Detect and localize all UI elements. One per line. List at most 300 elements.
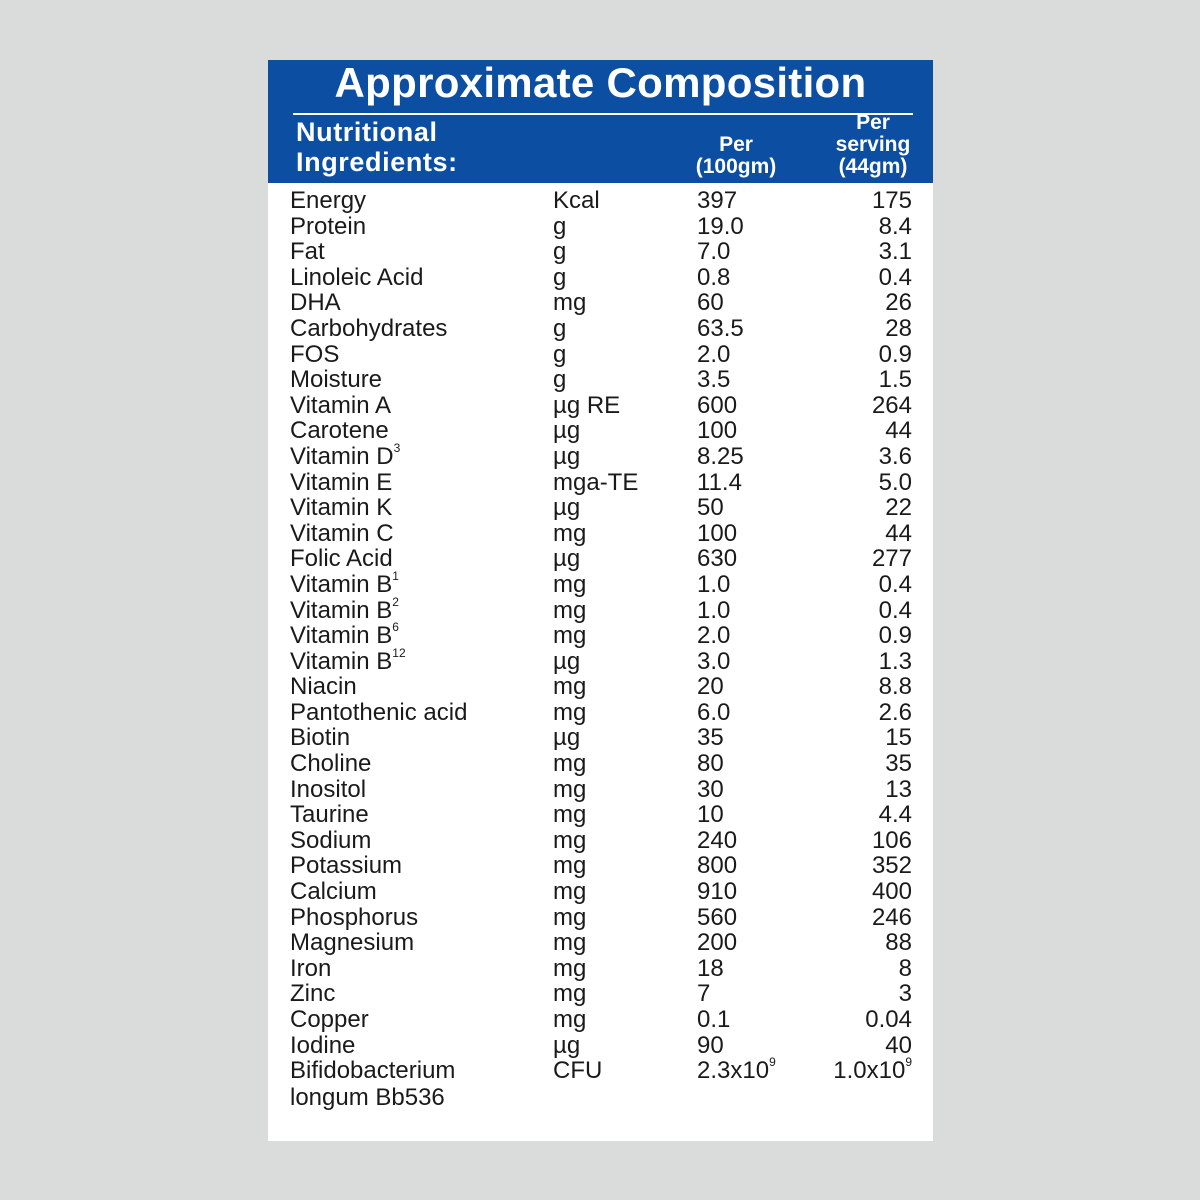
value-per-serving-text: 15 bbox=[885, 724, 912, 752]
nutrient-name bbox=[290, 594, 399, 624]
table-row bbox=[268, 290, 933, 316]
value-per-100g-text: 50 bbox=[697, 494, 724, 522]
value-per-100g-text: 11.4 bbox=[697, 468, 742, 496]
value-per-100g bbox=[697, 802, 724, 828]
value-per-100g-superscript: 9 bbox=[769, 1055, 776, 1070]
value-per-serving bbox=[885, 316, 912, 342]
nutrient-name bbox=[290, 342, 339, 368]
nutrient-name bbox=[290, 239, 325, 265]
ingredients-header-line1: Nutritional bbox=[296, 117, 438, 147]
value-per-100g-text: 10 bbox=[697, 801, 724, 829]
value-per-100g bbox=[697, 342, 730, 368]
column-header-per-100g bbox=[678, 134, 794, 178]
nutrient-unit-text: µg bbox=[553, 494, 581, 522]
table-row bbox=[268, 1007, 933, 1033]
per100-header-line1: Per bbox=[719, 133, 753, 156]
value-per-serving bbox=[879, 342, 912, 368]
nutrient-name-text: Moisture bbox=[290, 366, 383, 394]
nutrient-unit-text: g bbox=[553, 263, 567, 291]
value-per-100g bbox=[697, 930, 737, 956]
value-per-100g bbox=[697, 1055, 776, 1085]
value-per-serving-text: 5.0 bbox=[878, 468, 912, 496]
nutrient-unit-text: Kcal bbox=[553, 187, 600, 214]
value-per-serving bbox=[872, 393, 912, 419]
nutrient-unit-text: mg bbox=[553, 775, 587, 803]
nutrient-unit-text: µg bbox=[553, 647, 581, 675]
value-per-serving bbox=[885, 725, 912, 751]
nutrient-name-text: Linoleic Acid bbox=[290, 263, 424, 291]
value-per-100g-text: 2.0 bbox=[697, 340, 731, 368]
nutrient-unit bbox=[553, 444, 580, 470]
nutrient-unit bbox=[553, 316, 566, 342]
nutrient-unit-text: mg bbox=[553, 954, 587, 982]
value-per-serving bbox=[872, 879, 912, 905]
value-per-100g-text: 6.0 bbox=[697, 698, 731, 726]
nutrient-name bbox=[290, 1007, 369, 1033]
nutrient-unit bbox=[553, 521, 586, 547]
table-row bbox=[268, 1033, 933, 1059]
value-per-100g bbox=[697, 956, 724, 982]
value-per-100g-text: 90 bbox=[697, 1031, 724, 1059]
nutrient-unit-text: CFU bbox=[553, 1057, 603, 1085]
nutrient-name bbox=[290, 316, 447, 342]
value-per-serving-text: 26 bbox=[885, 289, 912, 317]
value-per-serving-text: 0.9 bbox=[878, 340, 912, 368]
value-per-100g-text: 200 bbox=[697, 929, 738, 957]
value-per-serving-text: 264 bbox=[871, 391, 912, 419]
value-per-100g bbox=[697, 1033, 724, 1059]
value-per-serving bbox=[872, 828, 912, 854]
nutrient-unit-text: mg bbox=[553, 852, 587, 880]
nutrient-unit-text: mg bbox=[553, 826, 587, 854]
value-per-serving bbox=[899, 956, 912, 982]
value-per-100g bbox=[697, 393, 737, 419]
nutrient-name bbox=[290, 214, 366, 240]
value-per-100g bbox=[697, 521, 737, 547]
table-row bbox=[268, 751, 933, 777]
nutrient-unit-text: g bbox=[553, 238, 567, 266]
nutrient-unit bbox=[553, 802, 586, 828]
table-row bbox=[268, 342, 933, 368]
value-per-serving bbox=[899, 981, 912, 1007]
nutrient-name bbox=[290, 620, 399, 650]
nutrient-unit-text: mg bbox=[553, 929, 587, 957]
value-per-serving-text: 13 bbox=[885, 775, 912, 803]
nutrient-unit-text: mg bbox=[553, 570, 587, 598]
nutrient-unit-text: µg bbox=[553, 1031, 581, 1059]
nutrient-name-text: Bifidobacterium bbox=[290, 1057, 456, 1085]
nutrient-name-text: Sodium bbox=[290, 826, 372, 854]
nutrient-unit-text: mg bbox=[553, 622, 587, 650]
table-row bbox=[268, 725, 933, 751]
value-per-100g-text: 8.25 bbox=[697, 442, 744, 470]
value-per-serving-superscript: 9 bbox=[905, 1055, 912, 1070]
nutrient-unit bbox=[553, 905, 586, 931]
nutrient-name bbox=[290, 546, 393, 572]
nutrient-unit bbox=[553, 725, 580, 751]
table-row bbox=[268, 239, 933, 265]
nutrient-name bbox=[290, 777, 366, 803]
value-per-serving bbox=[879, 265, 912, 291]
nutrient-name bbox=[290, 290, 341, 316]
table-row bbox=[268, 367, 933, 393]
nutrient-unit bbox=[553, 495, 580, 521]
nutrient-name bbox=[290, 751, 371, 777]
value-per-100g bbox=[697, 1007, 730, 1033]
nutrient-unit bbox=[553, 290, 586, 316]
value-per-100g-text: 800 bbox=[697, 852, 738, 880]
nutrient-unit bbox=[553, 828, 586, 854]
nutrient-name-text: Iron bbox=[290, 954, 332, 982]
nutrient-name-text: Vitamin A bbox=[290, 391, 391, 419]
nutrient-name-text: Iodine bbox=[290, 1031, 356, 1059]
nutrient-name bbox=[290, 470, 392, 496]
nutrient-unit bbox=[553, 546, 580, 572]
nutrient-name-text: Phosphorus bbox=[290, 903, 419, 931]
value-per-100g bbox=[697, 777, 724, 803]
value-per-100g-text: 100 bbox=[697, 519, 738, 547]
nutrient-name-text: Vitamin B bbox=[290, 570, 393, 598]
value-per-serving-text: 0.04 bbox=[865, 1006, 912, 1033]
nutrient-name bbox=[290, 495, 392, 521]
value-per-serving bbox=[885, 751, 912, 777]
table-row bbox=[268, 470, 933, 496]
value-per-serving-text: 0.4 bbox=[878, 596, 912, 624]
nutrient-unit-text: mg bbox=[553, 980, 587, 1008]
value-per-serving bbox=[872, 188, 912, 214]
value-per-serving bbox=[872, 546, 912, 572]
nutrient-name bbox=[290, 828, 371, 854]
table-row bbox=[268, 214, 933, 240]
nutrient-name bbox=[290, 674, 357, 700]
nutrient-unit-text: mg bbox=[553, 673, 587, 701]
value-per-100g-text: 2.0 bbox=[697, 622, 731, 650]
nutrient-unit-text: mga-TE bbox=[553, 468, 639, 496]
nutrient-name-text: Protein bbox=[290, 212, 367, 240]
nutrient-name-text: Vitamin D bbox=[290, 442, 394, 470]
nutrient-unit bbox=[553, 930, 586, 956]
nutrient-unit-text: µg bbox=[553, 545, 581, 573]
nutrient-unit bbox=[553, 1058, 602, 1084]
page-title: Approximate Composition bbox=[334, 59, 867, 106]
value-per-100g-text: 600 bbox=[697, 391, 738, 419]
nutrient-name bbox=[290, 905, 418, 931]
table-row bbox=[268, 674, 933, 700]
nutrient-name-text: Vitamin K bbox=[290, 494, 393, 522]
value-per-serving bbox=[879, 674, 912, 700]
nutrient-name bbox=[290, 802, 369, 828]
table-row bbox=[268, 393, 933, 419]
nutrient-name-text: Niacin bbox=[290, 673, 357, 701]
value-per-serving-text: 8.8 bbox=[878, 673, 912, 701]
nutrient-unit bbox=[553, 956, 586, 982]
nutrient-unit bbox=[553, 649, 580, 675]
nutrient-name-continuation: longum Bb536 bbox=[290, 1083, 445, 1111]
value-per-100g bbox=[697, 418, 737, 444]
nutrient-unit bbox=[553, 367, 566, 393]
nutrient-name bbox=[290, 188, 366, 214]
value-per-serving bbox=[885, 521, 912, 547]
value-per-100g-text: 20 bbox=[697, 673, 724, 701]
value-per-100g bbox=[697, 265, 730, 291]
value-per-100g bbox=[697, 546, 737, 572]
nutrient-name-superscript: 3 bbox=[393, 440, 401, 455]
nutrient-name-text: Calcium bbox=[290, 878, 377, 906]
value-per-serving bbox=[865, 1007, 912, 1033]
nutrient-name-text: Vitamin B bbox=[290, 596, 393, 624]
value-per-100g bbox=[697, 239, 730, 265]
nutrient-name-superscript: 12 bbox=[392, 645, 406, 660]
composition-panel bbox=[268, 60, 933, 1141]
nutrient-unit bbox=[553, 853, 586, 879]
nutrient-unit bbox=[553, 700, 586, 726]
value-per-serving-text: 106 bbox=[871, 826, 912, 854]
value-per-serving bbox=[879, 598, 912, 624]
nutrient-name bbox=[290, 367, 382, 393]
value-per-100g bbox=[697, 905, 737, 931]
value-per-serving bbox=[833, 1055, 912, 1085]
nutrient-table bbox=[268, 188, 933, 1112]
value-per-100g-text: 0.8 bbox=[697, 263, 731, 291]
value-per-100g-text: 1.0 bbox=[697, 570, 731, 598]
table-row bbox=[268, 828, 933, 854]
nutrient-unit bbox=[553, 1033, 580, 1059]
table-row bbox=[268, 316, 933, 342]
value-per-serving-text: 35 bbox=[885, 750, 912, 778]
value-per-serving-text: 28 bbox=[885, 314, 912, 342]
nutrient-unit bbox=[553, 879, 586, 905]
nutrient-name bbox=[290, 725, 350, 751]
nutrient-name-text: Copper bbox=[290, 1006, 369, 1033]
value-per-100g-text: 60 bbox=[697, 289, 724, 317]
value-per-serving bbox=[879, 239, 912, 265]
nutrient-name-text: Pantothenic acid bbox=[290, 698, 468, 726]
nutrient-unit-text: µg bbox=[553, 724, 581, 752]
nutrient-unit-text: mg bbox=[553, 801, 587, 829]
value-per-100g bbox=[697, 879, 737, 905]
table-row-continuation bbox=[268, 1084, 933, 1112]
nutrient-name bbox=[290, 930, 414, 956]
value-per-serving-text: 1.3 bbox=[878, 647, 912, 675]
value-per-100g bbox=[697, 623, 730, 649]
nutrient-unit bbox=[553, 623, 586, 649]
nutrient-unit-text: mg bbox=[553, 289, 587, 317]
nutrient-unit bbox=[553, 214, 566, 240]
value-per-100g bbox=[697, 214, 744, 240]
nutrient-unit bbox=[553, 777, 586, 803]
value-per-100g-text: 630 bbox=[697, 545, 738, 573]
value-per-serving-text: 0.4 bbox=[878, 263, 912, 291]
nutrient-unit-text: g bbox=[553, 366, 567, 394]
nutrient-name-text: Zinc bbox=[290, 980, 336, 1008]
nutrient-unit-text: µg RE bbox=[553, 391, 621, 419]
nutrient-name bbox=[290, 1033, 355, 1059]
perserving-header-line2: serving bbox=[835, 133, 911, 156]
nutrient-name bbox=[290, 700, 467, 726]
nutrient-name-text: Potassium bbox=[290, 852, 403, 880]
table-header bbox=[268, 60, 933, 183]
value-per-serving-text: 1.5 bbox=[878, 366, 912, 394]
nutrient-name bbox=[290, 418, 389, 444]
nutrient-name-text: Inositol bbox=[290, 775, 367, 803]
nutrient-name-text: FOS bbox=[290, 340, 340, 368]
table-row bbox=[268, 546, 933, 572]
value-per-100g bbox=[697, 751, 724, 777]
nutrient-name-text: Vitamin B bbox=[290, 647, 393, 675]
nutrient-unit-text: mg bbox=[553, 1006, 587, 1033]
nutrient-name-text: Fat bbox=[290, 238, 325, 266]
value-per-100g-text: 30 bbox=[697, 775, 724, 803]
value-per-100g bbox=[697, 316, 744, 342]
value-per-serving-text: 0.4 bbox=[878, 570, 912, 598]
value-per-serving-text: 400 bbox=[871, 878, 912, 906]
nutrient-unit-text: mg bbox=[553, 750, 587, 778]
nutrient-name-superscript: 2 bbox=[392, 594, 399, 609]
value-per-serving bbox=[879, 700, 912, 726]
value-per-serving bbox=[879, 214, 912, 240]
nutrient-name bbox=[290, 521, 394, 547]
nutrient-name-text: DHA bbox=[290, 289, 341, 317]
nutrient-unit bbox=[553, 393, 620, 419]
nutrient-unit-text: g bbox=[553, 212, 567, 240]
nutrient-unit-text: mg bbox=[553, 519, 587, 547]
value-per-100g-text: 18 bbox=[697, 954, 724, 982]
nutrient-name-text: Vitamin E bbox=[290, 468, 393, 496]
table-row bbox=[268, 645, 933, 675]
value-per-100g bbox=[697, 725, 724, 751]
value-per-100g bbox=[697, 290, 724, 316]
nutrient-unit bbox=[553, 598, 586, 624]
value-per-serving bbox=[879, 802, 912, 828]
nutrient-unit bbox=[553, 418, 580, 444]
value-per-serving-text: 3.6 bbox=[878, 442, 912, 470]
value-per-100g bbox=[697, 572, 730, 598]
value-per-100g bbox=[697, 598, 730, 624]
value-per-serving bbox=[879, 444, 912, 470]
value-per-serving bbox=[872, 853, 912, 879]
nutrient-name bbox=[290, 1058, 455, 1084]
per100-header-line2: (100gm) bbox=[695, 155, 777, 178]
value-per-100g bbox=[697, 828, 737, 854]
column-header-ingredients bbox=[296, 117, 458, 177]
value-per-100g-text: 560 bbox=[697, 903, 738, 931]
value-per-100g-text: 63.5 bbox=[697, 314, 744, 342]
value-per-serving bbox=[872, 905, 912, 931]
value-per-serving bbox=[885, 495, 912, 521]
table-row bbox=[268, 620, 933, 650]
value-per-serving-text: 352 bbox=[871, 852, 912, 880]
value-per-serving-text: 1.0x10 bbox=[833, 1057, 906, 1085]
value-per-serving-text: 22 bbox=[885, 494, 912, 522]
value-per-100g-text: 2.3x10 bbox=[697, 1057, 770, 1085]
value-per-100g-text: 240 bbox=[697, 826, 738, 854]
table-row bbox=[268, 853, 933, 879]
value-per-serving bbox=[879, 649, 912, 675]
value-per-100g-text: 7.0 bbox=[697, 238, 731, 266]
nutrient-name bbox=[290, 981, 335, 1007]
nutrient-name-text: Energy bbox=[290, 187, 367, 214]
nutrient-name-text: Carotene bbox=[290, 417, 389, 445]
value-per-100g-text: 1.0 bbox=[697, 596, 731, 624]
value-per-serving-text: 8.4 bbox=[878, 212, 912, 240]
value-per-serving-text: 4.4 bbox=[878, 801, 912, 829]
nutrient-name-text: Choline bbox=[290, 750, 372, 778]
table-row bbox=[268, 981, 933, 1007]
value-per-serving-text: 277 bbox=[871, 545, 912, 573]
table-row bbox=[268, 700, 933, 726]
nutrient-name-superscript: 6 bbox=[392, 620, 399, 635]
nutrient-name bbox=[290, 265, 423, 291]
nutrient-name-text: Carbohydrates bbox=[290, 314, 448, 342]
value-per-100g bbox=[697, 853, 737, 879]
nutrient-name-text: Folic Acid bbox=[290, 545, 393, 573]
title-divider bbox=[293, 113, 913, 115]
table-row bbox=[268, 594, 933, 624]
nutrient-unit bbox=[553, 239, 566, 265]
value-per-serving-text: 40 bbox=[885, 1031, 912, 1059]
value-per-serving-text: 44 bbox=[885, 417, 912, 445]
table-row bbox=[268, 777, 933, 803]
value-per-serving bbox=[879, 470, 912, 496]
column-header-per-serving bbox=[823, 112, 923, 178]
table-row bbox=[268, 265, 933, 291]
value-per-100g-text: 397 bbox=[697, 187, 738, 214]
nutrient-name bbox=[290, 440, 401, 470]
value-per-100g-text: 3.5 bbox=[697, 366, 731, 394]
nutrient-name-text: Vitamin C bbox=[290, 519, 394, 547]
value-per-100g bbox=[697, 674, 724, 700]
value-per-100g bbox=[697, 649, 730, 675]
value-per-100g bbox=[697, 700, 730, 726]
nutrient-unit-text: mg bbox=[553, 596, 587, 624]
value-per-100g-text: 19.0 bbox=[697, 212, 744, 240]
table-row bbox=[268, 568, 933, 598]
nutrient-name-text: Vitamin B bbox=[290, 622, 393, 650]
nutrient-unit bbox=[553, 981, 586, 1007]
table-row bbox=[268, 930, 933, 956]
table-row bbox=[268, 188, 933, 214]
table-row bbox=[268, 879, 933, 905]
nutrient-name-superscript: 1 bbox=[392, 568, 399, 583]
value-per-100g-text: 910 bbox=[697, 878, 738, 906]
table-row bbox=[268, 440, 933, 470]
value-per-serving-text: 8 bbox=[898, 954, 912, 982]
value-per-100g bbox=[697, 981, 710, 1007]
table-row bbox=[268, 521, 933, 547]
nutrient-name-text: Taurine bbox=[290, 801, 369, 829]
value-per-serving bbox=[879, 572, 912, 598]
value-per-serving bbox=[879, 367, 912, 393]
value-per-serving-text: 0.9 bbox=[878, 622, 912, 650]
nutrient-unit-text: g bbox=[553, 314, 567, 342]
value-per-100g bbox=[697, 444, 744, 470]
value-per-100g-text: 0.1 bbox=[697, 1006, 731, 1033]
nutrient-unit bbox=[553, 751, 586, 777]
nutrient-name bbox=[290, 853, 402, 879]
perserving-header-line1: Per bbox=[856, 111, 890, 134]
value-per-serving-text: 246 bbox=[871, 903, 912, 931]
nutrient-unit bbox=[553, 470, 638, 496]
nutrient-name bbox=[290, 393, 391, 419]
value-per-100g-text: 3.0 bbox=[697, 647, 731, 675]
value-per-serving bbox=[879, 623, 912, 649]
value-per-100g bbox=[697, 470, 742, 496]
value-per-serving bbox=[885, 418, 912, 444]
value-per-100g bbox=[697, 367, 730, 393]
nutrient-unit bbox=[553, 188, 600, 214]
nutrient-name bbox=[290, 956, 331, 982]
nutrient-name-text: Magnesium bbox=[290, 929, 415, 957]
